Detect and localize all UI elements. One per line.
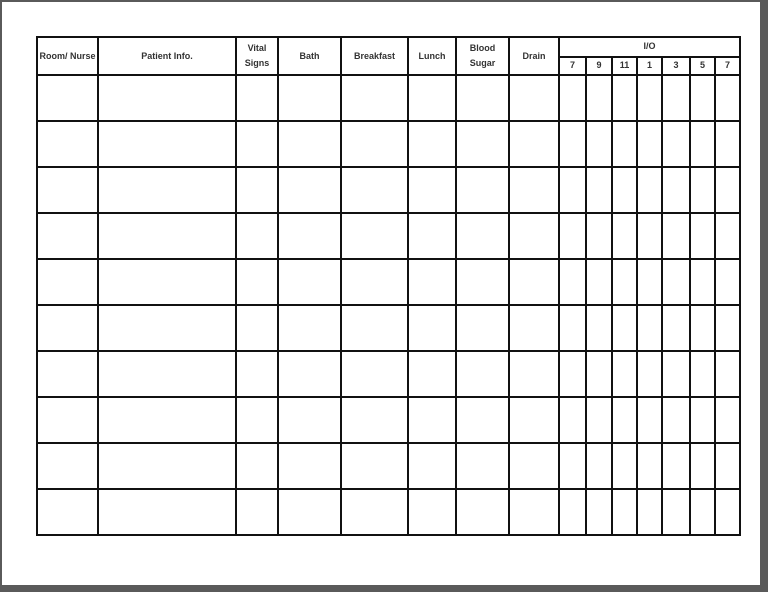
- cell-drain[interactable]: [509, 75, 559, 121]
- cell-lunch[interactable]: [408, 443, 456, 489]
- cell-io-9am[interactable]: [586, 443, 612, 489]
- cell-io-9am[interactable]: [586, 167, 612, 213]
- cell-io-7am[interactable]: [559, 167, 586, 213]
- table-row: [37, 259, 740, 305]
- header-vital-signs: Vital Signs: [236, 37, 278, 75]
- cell-bath[interactable]: [278, 351, 341, 397]
- cell-io-5pm[interactable]: [690, 443, 715, 489]
- cell-drain[interactable]: [509, 305, 559, 351]
- cell-drain[interactable]: [509, 397, 559, 443]
- cell-io-3pm[interactable]: [662, 443, 690, 489]
- cell-vital-signs[interactable]: [236, 121, 278, 167]
- header-io: I/O: [559, 37, 740, 57]
- cell-drain[interactable]: [509, 121, 559, 167]
- patient-care-table: [36, 36, 741, 536]
- cell-io-11am[interactable]: [612, 397, 637, 443]
- table-row: [37, 443, 740, 489]
- header-io-time: 9: [586, 57, 612, 76]
- cell-blood-sugar[interactable]: [456, 167, 509, 213]
- cell-io-9am[interactable]: [586, 75, 612, 121]
- cell-bath[interactable]: [278, 167, 341, 213]
- cell-io-3pm[interactable]: [662, 121, 690, 167]
- cell-room-nurse[interactable]: [37, 213, 98, 259]
- cell-bath[interactable]: [278, 259, 341, 305]
- header-io-time: 11: [612, 57, 637, 76]
- cell-io-5pm[interactable]: [690, 213, 715, 259]
- cell-breakfast[interactable]: [341, 121, 408, 167]
- cell-io-11am[interactable]: [612, 489, 637, 535]
- cell-vital-signs[interactable]: [236, 305, 278, 351]
- table-row: [37, 489, 740, 535]
- cell-io-3pm[interactable]: [662, 397, 690, 443]
- cell-io-11am[interactable]: [612, 213, 637, 259]
- cell-io-7am[interactable]: [559, 121, 586, 167]
- cell-io-1pm[interactable]: [637, 75, 662, 121]
- cell-io-1pm[interactable]: [637, 167, 662, 213]
- cell-room-nurse[interactable]: [37, 443, 98, 489]
- cell-patient-info[interactable]: [98, 213, 236, 259]
- cell-io-7pm[interactable]: [715, 121, 740, 167]
- cell-breakfast[interactable]: [341, 75, 408, 121]
- header-io-time: 7: [559, 57, 586, 76]
- cell-room-nurse[interactable]: [37, 397, 98, 443]
- cell-bath[interactable]: [278, 397, 341, 443]
- cell-breakfast[interactable]: [341, 397, 408, 443]
- cell-io-9am[interactable]: [586, 305, 612, 351]
- cell-io-11am[interactable]: [612, 443, 637, 489]
- cell-vital-signs[interactable]: [236, 75, 278, 121]
- cell-drain[interactable]: [509, 489, 559, 535]
- cell-io-9am[interactable]: [586, 397, 612, 443]
- cell-io-3pm[interactable]: [662, 489, 690, 535]
- cell-bath[interactable]: [278, 443, 341, 489]
- cell-patient-info[interactable]: [98, 443, 236, 489]
- cell-io-7am[interactable]: [559, 75, 586, 121]
- document-page: [2, 2, 760, 585]
- header-io-time: 1: [637, 57, 662, 76]
- cell-lunch[interactable]: [408, 489, 456, 535]
- cell-blood-sugar[interactable]: [456, 213, 509, 259]
- cell-io-3pm[interactable]: [662, 75, 690, 121]
- cell-drain[interactable]: [509, 213, 559, 259]
- cell-io-5pm[interactable]: [690, 351, 715, 397]
- cell-vital-signs[interactable]: [236, 443, 278, 489]
- cell-vital-signs[interactable]: [236, 259, 278, 305]
- cell-io-7pm[interactable]: [715, 489, 740, 535]
- cell-io-11am[interactable]: [612, 351, 637, 397]
- cell-io-7am[interactable]: [559, 489, 586, 535]
- table-row: [37, 351, 740, 397]
- cell-lunch[interactable]: [408, 121, 456, 167]
- cell-io-5pm[interactable]: [690, 397, 715, 443]
- cell-io-1pm[interactable]: [637, 259, 662, 305]
- header-breakfast: Breakfast: [341, 37, 408, 75]
- cell-blood-sugar[interactable]: [456, 397, 509, 443]
- cell-patient-info[interactable]: [98, 305, 236, 351]
- cell-io-3pm[interactable]: [662, 305, 690, 351]
- cell-io-9am[interactable]: [586, 259, 612, 305]
- table-row: [37, 167, 740, 213]
- cell-bath[interactable]: [278, 75, 341, 121]
- cell-io-5pm[interactable]: [690, 259, 715, 305]
- cell-io-9am[interactable]: [586, 351, 612, 397]
- cell-io-7pm[interactable]: [715, 351, 740, 397]
- cell-io-7pm[interactable]: [715, 397, 740, 443]
- table-row: [37, 305, 740, 351]
- cell-room-nurse[interactable]: [37, 121, 98, 167]
- cell-io-7pm[interactable]: [715, 167, 740, 213]
- table-row: [37, 397, 740, 443]
- cell-io-3pm[interactable]: [662, 259, 690, 305]
- cell-io-11am[interactable]: [612, 259, 637, 305]
- cell-vital-signs[interactable]: [236, 351, 278, 397]
- cell-drain[interactable]: [509, 443, 559, 489]
- header-io-time: 7: [715, 57, 740, 76]
- cell-bath[interactable]: [278, 121, 341, 167]
- cell-blood-sugar[interactable]: [456, 443, 509, 489]
- cell-io-1pm[interactable]: [637, 305, 662, 351]
- cell-room-nurse[interactable]: [37, 75, 98, 121]
- cell-bath[interactable]: [278, 305, 341, 351]
- cell-drain[interactable]: [509, 167, 559, 213]
- cell-io-7am[interactable]: [559, 351, 586, 397]
- cell-io-11am[interactable]: [612, 167, 637, 213]
- cell-patient-info[interactable]: [98, 167, 236, 213]
- cell-io-9am[interactable]: [586, 121, 612, 167]
- cell-blood-sugar[interactable]: [456, 305, 509, 351]
- cell-vital-signs[interactable]: [236, 489, 278, 535]
- cell-io-1pm[interactable]: [637, 489, 662, 535]
- cell-io-11am[interactable]: [612, 121, 637, 167]
- cell-breakfast[interactable]: [341, 489, 408, 535]
- cell-io-11am[interactable]: [612, 75, 637, 121]
- cell-blood-sugar[interactable]: [456, 75, 509, 121]
- cell-lunch[interactable]: [408, 351, 456, 397]
- cell-io-1pm[interactable]: [637, 213, 662, 259]
- header-lunch: Lunch: [408, 37, 456, 75]
- table-body: [37, 75, 740, 535]
- table-row: [37, 75, 740, 121]
- header-blood-sugar: Blood Sugar: [456, 37, 509, 75]
- cell-io-1pm[interactable]: [637, 397, 662, 443]
- cell-io-7am[interactable]: [559, 397, 586, 443]
- cell-io-7pm[interactable]: [715, 75, 740, 121]
- cell-blood-sugar[interactable]: [456, 351, 509, 397]
- cell-io-5pm[interactable]: [690, 121, 715, 167]
- cell-lunch[interactable]: [408, 397, 456, 443]
- cell-vital-signs[interactable]: [236, 213, 278, 259]
- cell-breakfast[interactable]: [341, 305, 408, 351]
- cell-io-11am[interactable]: [612, 305, 637, 351]
- header-drain: Drain: [509, 37, 559, 75]
- cell-io-5pm[interactable]: [690, 75, 715, 121]
- cell-io-5pm[interactable]: [690, 305, 715, 351]
- cell-patient-info[interactable]: [98, 489, 236, 535]
- cell-io-3pm[interactable]: [662, 167, 690, 213]
- cell-bath[interactable]: [278, 213, 341, 259]
- header-patient-info: Patient Info.: [98, 37, 236, 75]
- cell-vital-signs[interactable]: [236, 167, 278, 213]
- cell-io-3pm[interactable]: [662, 213, 690, 259]
- header-room-nurse: Room/ Nurse: [37, 37, 98, 75]
- cell-io-7pm[interactable]: [715, 259, 740, 305]
- cell-lunch[interactable]: [408, 167, 456, 213]
- cell-blood-sugar[interactable]: [456, 121, 509, 167]
- header-io-time: 5: [690, 57, 715, 76]
- cell-io-1pm[interactable]: [637, 121, 662, 167]
- cell-lunch[interactable]: [408, 259, 456, 305]
- cell-room-nurse[interactable]: [37, 259, 98, 305]
- cell-patient-info[interactable]: [98, 259, 236, 305]
- header-bath: Bath: [278, 37, 341, 75]
- cell-io-1pm[interactable]: [637, 351, 662, 397]
- cell-io-7pm[interactable]: [715, 443, 740, 489]
- header-io-time: 3: [662, 57, 690, 76]
- cell-room-nurse[interactable]: [37, 489, 98, 535]
- cell-drain[interactable]: [509, 351, 559, 397]
- cell-vital-signs[interactable]: [236, 397, 278, 443]
- cell-room-nurse[interactable]: [37, 305, 98, 351]
- cell-patient-info[interactable]: [98, 75, 236, 121]
- cell-io-3pm[interactable]: [662, 351, 690, 397]
- cell-drain[interactable]: [509, 259, 559, 305]
- cell-breakfast[interactable]: [341, 351, 408, 397]
- cell-patient-info[interactable]: [98, 351, 236, 397]
- cell-io-5pm[interactable]: [690, 167, 715, 213]
- cell-io-7am[interactable]: [559, 305, 586, 351]
- cell-breakfast[interactable]: [341, 167, 408, 213]
- cell-bath[interactable]: [278, 489, 341, 535]
- cell-io-9am[interactable]: [586, 489, 612, 535]
- cell-io-7pm[interactable]: [715, 305, 740, 351]
- cell-lunch[interactable]: [408, 75, 456, 121]
- cell-io-7am[interactable]: [559, 443, 586, 489]
- cell-lunch[interactable]: [408, 213, 456, 259]
- table-row: [37, 121, 740, 167]
- cell-io-1pm[interactable]: [637, 443, 662, 489]
- cell-lunch[interactable]: [408, 305, 456, 351]
- cell-breakfast[interactable]: [341, 443, 408, 489]
- cell-blood-sugar[interactable]: [456, 489, 509, 535]
- cell-breakfast[interactable]: [341, 213, 408, 259]
- cell-breakfast[interactable]: [341, 259, 408, 305]
- cell-patient-info[interactable]: [98, 121, 236, 167]
- table-row: [37, 213, 740, 259]
- cell-io-7am[interactable]: [559, 259, 586, 305]
- cell-blood-sugar[interactable]: [456, 259, 509, 305]
- cell-io-9am[interactable]: [586, 213, 612, 259]
- cell-io-7am[interactable]: [559, 213, 586, 259]
- cell-patient-info[interactable]: [98, 397, 236, 443]
- cell-room-nurse[interactable]: [37, 351, 98, 397]
- cell-io-5pm[interactable]: [690, 489, 715, 535]
- cell-io-7pm[interactable]: [715, 213, 740, 259]
- cell-room-nurse[interactable]: [37, 167, 98, 213]
